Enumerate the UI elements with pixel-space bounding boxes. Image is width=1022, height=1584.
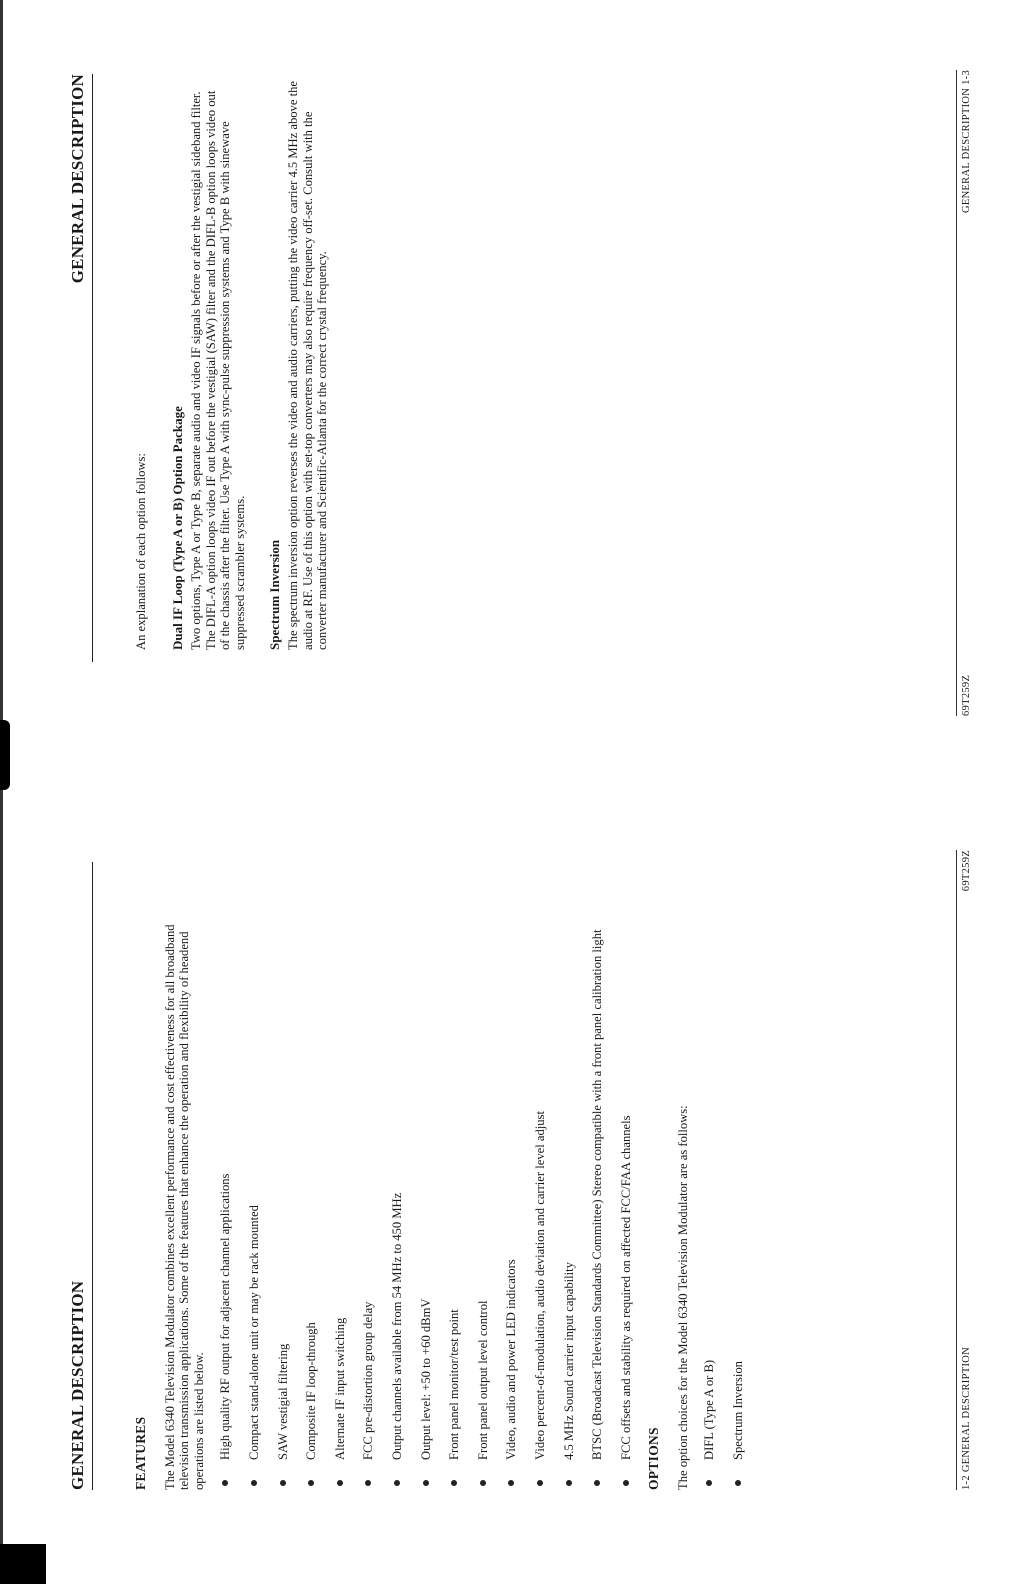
header-title: GENERAL DESCRIPTION (68, 74, 87, 284)
options-heading: OPTIONS (646, 1427, 662, 1490)
page-header (60, 74, 93, 662)
list-item: FCC offsets and stability as required on affected FCC/FAA channels (619, 884, 634, 1490)
options-intro: The option choices for the Model 6340 Television Modulator are as follows: (675, 1105, 690, 1490)
bullet-icon (308, 1480, 314, 1486)
features-intro: The Model 6340 Television Modulator combines excellent performance and cost effectiveness for all broadband television transmission applications. Some of the features that enhance the operation and flexibility of headend operations are listed below. (162, 924, 206, 1490)
bullet-icon (623, 1480, 629, 1486)
difl-heading: Dual IF Loop (Type A or B) Option Package (169, 406, 185, 650)
list-item: Compact stand-alone unit or may be rack mounted (247, 884, 262, 1490)
bullet-icon (280, 1480, 286, 1486)
list-item: Video, audio and power LED indicators (504, 884, 519, 1490)
list-item: Spectrum Inversion (731, 884, 746, 1490)
list-item: Video percent-of-modulation, audio deviation and carrier level adjust (533, 884, 548, 1490)
spectrum-text: The spectrum inversion option reverses the video and audio carriers, putting the video carrier 4.5 MHz above the audio at RF. Use of this option with set-top converters may also require frequency off-set. Consult with the converter manufacturer and Scientific-Atlanta for the correct crystal frequency. (286, 81, 330, 650)
list-item: Output channels available from 54 MHz to 450 MHz (390, 884, 405, 1490)
list-item: FCC pre-distortion group delay (361, 884, 376, 1490)
bullet-icon (451, 1480, 457, 1486)
bullet-icon (337, 1480, 343, 1486)
list-item: Front panel monitor/test point (447, 884, 462, 1490)
spectrum-heading: Spectrum Inversion (266, 539, 282, 650)
list-item: Output level: +50 to +60 dBmV (419, 884, 434, 1490)
page-footer (956, 70, 979, 716)
list-item: Front panel output level control (476, 884, 491, 1490)
bullet-icon (251, 1480, 257, 1486)
bullet-icon (365, 1480, 371, 1486)
list-item: BTSC (Broadcast Television Standards Committee) Stereo compatible with a front panel calibration light (590, 884, 605, 1490)
footer-page-label: 1-2 GENERAL DESCRIPTION (961, 1346, 972, 1490)
page-footer (956, 850, 979, 1490)
bullet-icon (735, 1480, 741, 1486)
footer-doc-number: 69T259Z (961, 674, 972, 716)
bullet-icon (706, 1480, 712, 1486)
page-body (134, 884, 760, 1490)
features-list (218, 884, 633, 1490)
footer-doc-number: 69T259Z (961, 850, 972, 892)
list-item: High quality RF output for adjacent channel applications (218, 884, 233, 1490)
list-item: Alternate IF input switching (333, 884, 348, 1490)
bullet-icon (480, 1480, 486, 1486)
bullet-icon (566, 1480, 572, 1486)
options-explanation-intro: An explanation of each option follows: (134, 453, 148, 650)
list-item: DIFL (Type A or B) (702, 884, 717, 1490)
footer-page-label: GENERAL DESCRIPTION 1-3 (961, 70, 972, 214)
bullet-icon (423, 1480, 429, 1486)
page-header (60, 862, 93, 1490)
options-list (702, 884, 745, 1490)
page-body (134, 80, 342, 650)
features-heading: FEATURES (133, 1416, 148, 1490)
bullet-icon (537, 1480, 543, 1486)
list-item: Composite IF loop-through (304, 884, 319, 1490)
bullet-icon (222, 1480, 228, 1486)
list-item: 4.5 MHz Sound carrier input capability (562, 884, 577, 1490)
header-title: GENERAL DESCRIPTION (68, 1280, 87, 1490)
list-item: SAW vestigial filtering (276, 884, 291, 1490)
bullet-icon (594, 1480, 600, 1486)
page-1-2 (0, 792, 1022, 1584)
bullet-icon (394, 1480, 400, 1486)
bullet-icon (508, 1480, 514, 1486)
difl-text: Two options, Type A or Type B, separate audio and video IF signals before or after the vestigial sideband filter. The DIFL-A option loops video IF out before the vestigial (SAW) filter and the DIFL-B option loops video out of the chassis after the filter. Use Type A with sync-pulse suppression systems and Type B with sinewave suppressed scrambler systems. (189, 90, 247, 650)
